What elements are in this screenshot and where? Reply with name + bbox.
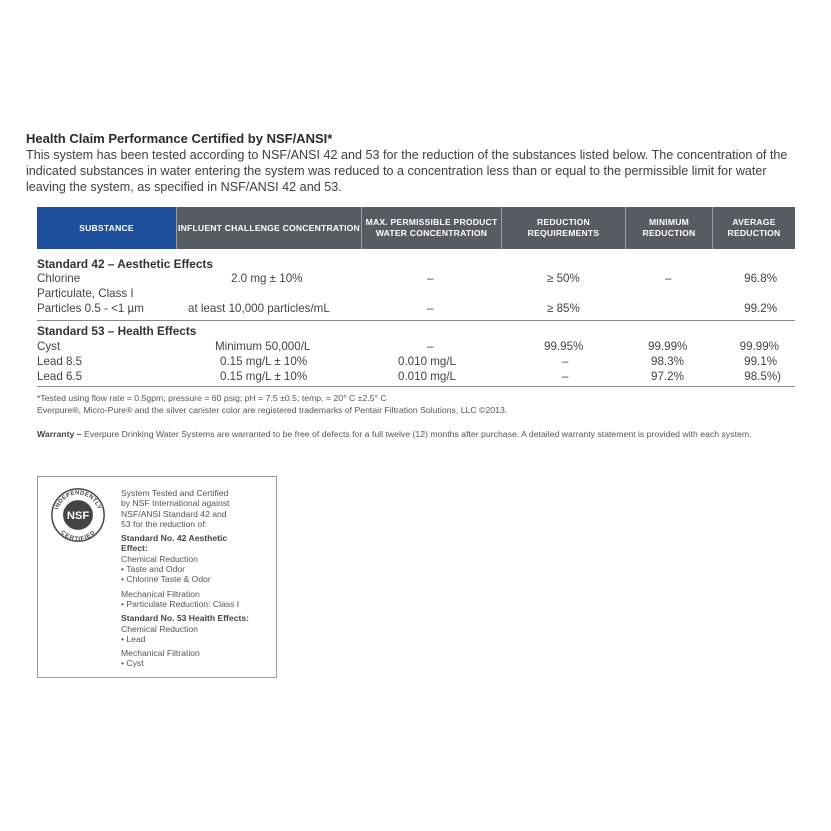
cell-influent: at least 10,000 particles/mL xyxy=(188,302,330,315)
cell-req: – xyxy=(562,355,569,368)
col-influent: INFLUENT CHALLENGE CONCENTRATION xyxy=(176,207,361,249)
table-header xyxy=(37,207,795,249)
cert-line: Chemical Reduction xyxy=(121,623,198,634)
trademark-note: Everpure®, Micro-Pure® and the silver canister color are registered trademarks of Pentair Filtration Solutions, LLC ©2013. xyxy=(37,405,508,415)
cell-influent: Minimum 50,000/L xyxy=(215,340,311,353)
section-heading-std53: Standard 53 – Health Effects xyxy=(37,324,197,338)
cert-heading: Standard No. 53 Health Effects: xyxy=(121,613,249,624)
warranty-label: Warranty – xyxy=(37,429,82,439)
cell-avg: 99.2% xyxy=(744,302,777,315)
cert-line: System Tested and Certified xyxy=(121,488,229,498)
cell-req: – xyxy=(562,370,569,383)
svg-text:CERTIFIED xyxy=(59,530,97,543)
section-divider xyxy=(37,320,795,321)
cert-line: • Taste and Odor xyxy=(121,564,185,575)
section-heading-std42: Standard 42 – Aesthetic Effects xyxy=(37,257,213,271)
table-row xyxy=(37,340,795,354)
table-bottom-rule xyxy=(37,386,795,387)
warranty-text: Everpure Drinking Water Systems are warranted to be free of defects for a full twelve (12) months after purchase. A detailed warranty statement is provided with each system. xyxy=(81,429,752,439)
cert-line: 53 for the reduction of: xyxy=(121,518,207,529)
cert-line: • Cyst xyxy=(121,658,144,669)
table-row xyxy=(37,302,795,316)
cell-min: 98.3% xyxy=(651,355,684,368)
cert-line: Mechanical Filtration xyxy=(121,588,200,599)
warranty-note xyxy=(37,429,797,440)
page-title: Health Claim Performance Certified by NSF/ANSI* xyxy=(26,131,333,146)
intro-paragraph: This system has been tested according to NSF/ANSI 42 and 53 for the reduction of the substances listed below. The concentration of the indicated substances in water entering the system was reduced to a concentration less than or equal to the permissible limit for water leaving the system, as specified in NSF/ANSI 42 and 53. xyxy=(26,148,788,194)
seal-ring-bottom: CERTIFIED xyxy=(59,529,97,543)
cell-avg: 98.5%) xyxy=(744,370,781,383)
col-min-reduction: MINIMUM REDUCTION xyxy=(625,207,712,249)
col-reduction-req: REDUCTION REQUIREMENTS xyxy=(501,207,625,249)
cert-heading: Effect: xyxy=(121,543,148,554)
certification-box xyxy=(37,476,277,678)
cert-line: by NSF International against xyxy=(121,498,230,509)
cert-line: Mechanical Filtration xyxy=(121,648,200,659)
cert-line: • Chlorine Taste & Odor xyxy=(121,574,211,585)
cell-influent: 0.15 mg/L ± 10% xyxy=(220,370,308,383)
cell-max: – xyxy=(427,272,434,285)
cell-avg: 99.99% xyxy=(739,340,779,353)
cell-max: – xyxy=(427,340,434,353)
cell-req: ≥ 85% xyxy=(547,302,580,315)
col-max-permissible: MAX. PERMISSIBLE PRODUCT WATER CONCENTRATION xyxy=(361,207,501,249)
cell-avg: 96.8% xyxy=(744,272,777,285)
cert-line: • Particulate Reduction: Class I xyxy=(121,598,240,609)
cell-substance: Cyst xyxy=(37,340,61,353)
cell-min: – xyxy=(665,272,672,285)
cell-substance: Lead 6.5 xyxy=(37,370,83,383)
cert-heading: Standard No. 42 Aesthetic xyxy=(121,533,228,544)
cell-substance: Lead 8.5 xyxy=(37,355,83,368)
table-row xyxy=(37,272,795,286)
cell-substance: Particles 0.5 - <1 µm xyxy=(37,302,144,315)
nsf-seal-icon xyxy=(50,487,106,543)
seal-ring-top: INDEPENDENTLY xyxy=(54,490,102,511)
cell-substance: Particulate, Class I xyxy=(37,287,134,300)
cert-line: • Lead xyxy=(121,633,146,644)
cell-influent: 0.15 mg/L ± 10% xyxy=(220,355,308,368)
cell-req: 99.95% xyxy=(544,340,584,353)
cell-min: 97.2% xyxy=(651,370,684,383)
table-row xyxy=(37,370,795,384)
cell-max: – xyxy=(427,302,434,315)
table-row xyxy=(37,287,795,301)
cell-substance: Chlorine xyxy=(37,272,81,285)
table-row xyxy=(37,355,795,369)
certification-text xyxy=(121,488,271,669)
cell-req: ≥ 50% xyxy=(547,272,580,285)
cell-max: 0.010 mg/L xyxy=(398,370,457,383)
cell-influent: 2.0 mg ± 10% xyxy=(231,272,303,285)
cell-min: 99.99% xyxy=(648,340,688,353)
test-footnote: *Tested using flow rate = 0.5gpm; pressure = 60 psig; pH = 7.5 ±0.5; temp. = 20° C ±2.5° C xyxy=(37,393,387,403)
cert-line: Chemical Reduction xyxy=(121,553,198,564)
col-substance: SUBSTANCE xyxy=(37,207,176,249)
col-avg-reduction: AVERAGE REDUCTION xyxy=(712,207,795,249)
cell-max: 0.010 mg/L xyxy=(398,355,457,368)
seal-center-text: NSF xyxy=(66,510,90,523)
cert-line: NSF/ANSI Standard 42 and xyxy=(121,508,227,519)
cell-avg: 99.1% xyxy=(744,355,777,368)
